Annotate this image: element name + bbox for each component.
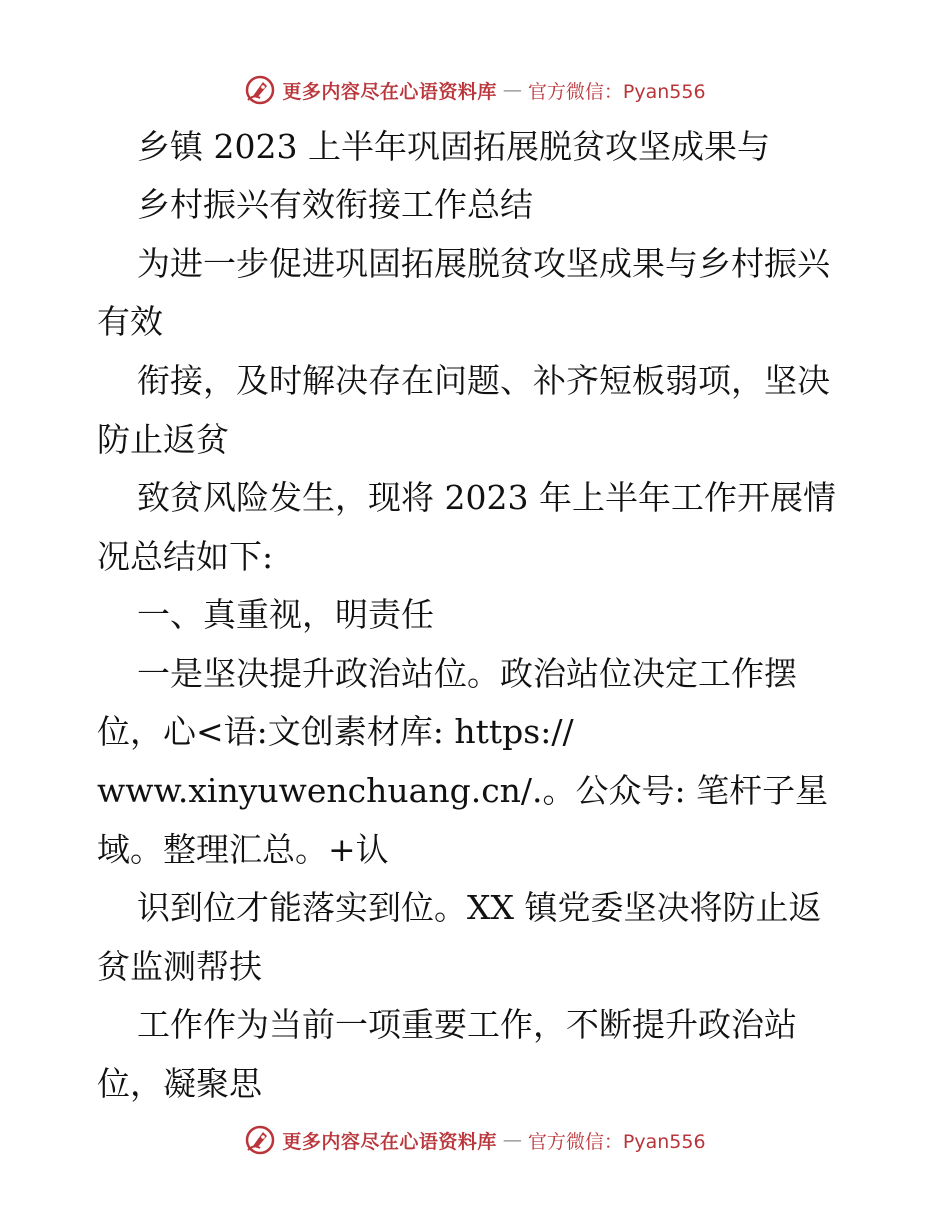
text-line: 域。整理汇总。+认 [97,830,389,869]
text-line: 贫监测帮扶 [97,947,262,986]
text-line: 工作作为当前一项重要工作，不断提升政治站 [137,1005,797,1044]
text-line: 识到位才能落实到位。XX 镇党委坚决将防止返 [137,888,822,927]
watermark-suffix: 官方微信：Pyan556 [527,1130,706,1153]
text-line: 致贫风险发生，现将 2023 年上半年工作开展情 [137,478,836,517]
text-line: 位，心<语:文创素材库: https:// [97,712,574,751]
text-line: 为进一步促进巩固拓展脱贫攻坚成果与乡村振兴 [137,244,830,283]
section-heading: 一、真重视，明责任 [137,595,434,634]
footer-watermark [0,1120,950,1160]
pen-nib-logo-icon [244,74,276,106]
title-line-2: 乡村振兴有效衔接工作总结 [137,185,533,224]
text-line: 一是坚决提升政治站位。政治站位决定工作摆 [137,654,797,693]
watermark-dash: — [502,1129,522,1151]
text-line: 有效 [97,302,163,341]
title-line-1: 乡镇 2023 上半年巩固拓展脱贫攻坚成果与 [137,127,770,166]
text-line: 位，凝聚思 [97,1064,262,1103]
text-line: 况总结如下: [97,537,274,576]
text-line: 衔接，及时解决存在问题、补齐短板弱项，坚决 [137,361,830,400]
watermark-text: 更多内容尽在心语资料库 [282,80,497,103]
header-watermark [0,70,950,110]
pen-nib-logo-icon [244,1124,276,1156]
text-line: 防止返贫 [97,420,229,459]
text-line: www.xinyuwenchuang.cn/.。公众号: 笔杆子星 [97,771,829,810]
watermark-text: 更多内容尽在心语资料库 [282,1130,497,1153]
watermark-suffix: 官方微信：Pyan556 [527,80,706,103]
watermark-dash: — [502,79,522,101]
